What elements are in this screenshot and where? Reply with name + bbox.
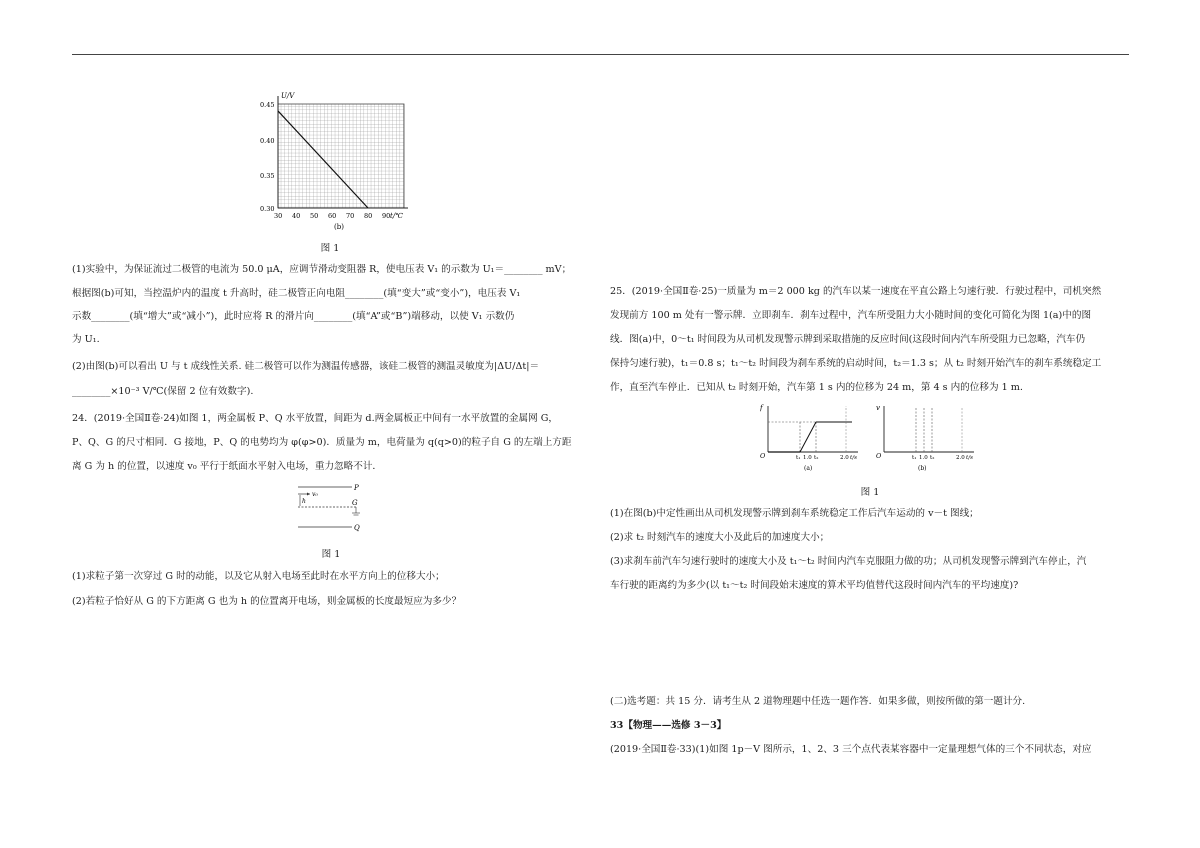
q1-text: 示数________(填“增大”或“减小”)，此时应将 R 的滑片向________(填“A”或“B”)端移动，以使 V₁ 示数仍	[72, 311, 515, 322]
plate-p-label: P	[354, 484, 359, 492]
graph-b2-y-label: v	[876, 404, 880, 412]
figure-caption: 图 1	[860, 487, 880, 498]
q2-text: (2)由图(b)可以看出 U 与 t 成线性关系. 硅二极管可以作为测温传感器，该硅二极管的测温灵敏度为|ΔU/Δt|＝	[72, 361, 540, 372]
graph-b2-tick: 2.0	[956, 455, 965, 461]
graph-a-tick: t₂	[814, 455, 819, 461]
graph-b2-tick: t₂	[930, 455, 935, 461]
figure-caption: 图 1	[320, 243, 340, 254]
height-label: h	[302, 498, 306, 505]
problem-24-question: (2)若粒子恰好从 G 的下方距离 G 也为 h 的位置离开电场，则金属板的长度最短应为多少？	[72, 596, 462, 607]
graph-b-y-tick: 0.35	[260, 172, 275, 180]
graph-b2-tick: t₁	[912, 455, 917, 461]
graph-a-y-label: f	[760, 404, 763, 412]
problem-25-text: 线．图(a)中，0～t₁ 时间段为从司机发现警示牌到采取措施的反应时间(这段时间内汽车所受阻力已忽略，汽车仍	[610, 334, 1086, 345]
problem-24-question: (1)求粒子第一次穿过 G 时的动能，以及它从射入电场至此时在水平方向上的位移大小；	[72, 571, 445, 582]
plates-diagram	[290, 481, 370, 539]
graph-b-x-tick: 60	[328, 212, 337, 220]
q1-text: 根据图(b)可知，当控温炉内的温度 t 升高时，硅二极管正向电阻________(填“变大”或“变小”)，电压表 V₁	[72, 288, 521, 299]
graph-b2-tick: 1.0	[919, 455, 928, 461]
graph-b-y-label: U/V	[281, 92, 295, 100]
graph-b2-x-unit: t/s	[966, 455, 973, 461]
q2-text: ________×10⁻³ V/℃(保留 2 位有效数字).	[72, 386, 254, 397]
graph-b-sub-caption: (b)	[334, 223, 344, 231]
graph-b-x-tick: 30	[274, 212, 283, 220]
q1-text: (1)实验中，为保证流过二极管的电流为 50.0 μA，应调节滑动变阻器 R，使电压表 V₁ 的示数为 U₁＝________ mV；	[72, 264, 572, 275]
graph-b-x-label: t/℃	[390, 212, 404, 220]
graph-b-x-tick: 80	[364, 212, 373, 220]
elective-heading: 33【物理——选修 3－3】	[610, 720, 727, 731]
graph-b2-origin: O	[876, 452, 882, 460]
graph-b-x-tick: 90	[382, 212, 391, 220]
figure-caption: 图 1	[321, 549, 341, 560]
problem-24-text: P、Q、G 的尺寸相同．G 接地，P、Q 的电势均为 φ(φ>0)．质量为 m，电荷量为 q(q>0)的粒子自 G 的左端上方距	[72, 437, 572, 448]
graph-a-origin: O	[760, 452, 766, 460]
elective-instructions: (二)选考题：共 15 分．请考生从 2 道物理题中任选一题作答．如果多做，则按所做的第一题计分.	[610, 696, 1026, 707]
graph-b-y-tick: 0.30	[260, 205, 275, 213]
problem-25-question: (1)在图(b)中定性画出从司机发现警示牌到刹车系统稳定工作后汽车运动的 v－t 图线；	[610, 508, 979, 519]
q1-text: 为 U₁.	[72, 334, 100, 345]
graph-a-x-unit: t/s	[850, 455, 857, 461]
velocity-label: v₀	[312, 491, 318, 498]
graph-a-sub-caption: (a)	[804, 465, 813, 472]
problem-25-text: 作，直至汽车停止．已知从 t₂ 时刻开始，汽车第 1 s 内的位移为 24 m，第 4 s 内的位移为 1 m.	[610, 382, 1023, 393]
graph-b	[252, 88, 412, 234]
graph-b2-sub-caption: (b)	[918, 465, 927, 472]
graph-b-x-tick: 40	[292, 212, 301, 220]
graph-a-tick: t₁	[796, 455, 801, 461]
plate-q-label: Q	[354, 524, 360, 532]
problem-33-text: (2019·全国Ⅱ卷·33)(1)如图 1p－V 图所示，1、2、3 三个点代表某容器中一定量理想气体的三个不同状态，对应	[610, 744, 1092, 755]
problem-25-question: 车行驶的距离约为多少(以 t₁～t₂ 时间段始末速度的算术平均值替代这段时间内汽车的平均速度)?	[610, 580, 1019, 591]
problem-25-text: 发现前方 100 m 处有一警示牌．立即刹车．刹车过程中，汽车所受阻力大小随时间的变化可简化为图 1(a)中的图	[610, 310, 1092, 321]
graph-b-x-tick: 70	[346, 212, 355, 220]
problem-24-text: 24．(2019·全国Ⅱ卷·24)如图 1，两金属板 P、Q 水平放置，间距为 d.两金属板正中间有一水平放置的金属网 G，	[72, 413, 559, 424]
problem-25-question: (3)求刹车前汽车匀速行驶时的速度大小及 t₁～t₂ 时间内汽车克服阻力做的功；从司机发现警示牌到汽车停止，汽	[610, 556, 1087, 567]
problem-25-text: 保持匀速行驶)，t₁＝0.8 s；t₁～t₂ 时间段为刹车系统的启动时间，t₂＝1.3 s；从 t₂ 时刻开始汽车的刹车系统稳定工	[610, 358, 1102, 369]
problem-25-text: 25．(2019·全国Ⅱ卷·25)一质量为 m＝2 000 kg 的汽车以某一速度在平直公路上匀速行驶．行驶过程中，司机突然	[610, 286, 1102, 297]
problem-24-text: 离 G 为 h 的位置，以速度 v₀ 平行于纸面水平射入电场，重力忽略不计．	[72, 461, 383, 472]
graph-b-x-tick: 50	[310, 212, 319, 220]
graph-b-y-tick: 0.40	[260, 137, 275, 145]
problem-25-question: (2)求 t₂ 时刻汽车的速度大小及此后的加速度大小；	[610, 532, 830, 543]
graph-a-tick: 1.0	[803, 455, 812, 461]
mesh-g-label: G	[352, 499, 358, 507]
header-rule	[72, 54, 1129, 55]
graph-a-tick: 2.0	[840, 455, 849, 461]
graph-b-y-tick: 0.45	[260, 101, 275, 109]
force-time-graphs	[760, 400, 980, 476]
